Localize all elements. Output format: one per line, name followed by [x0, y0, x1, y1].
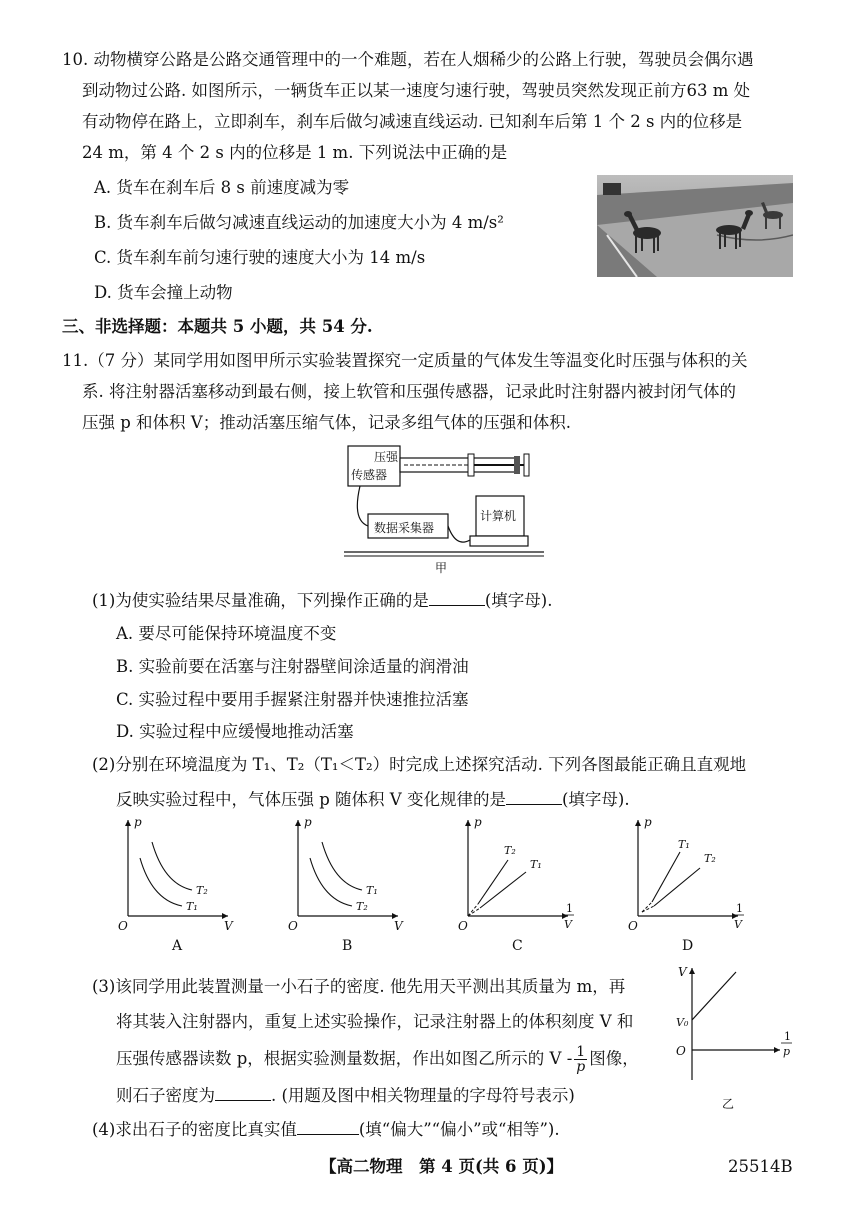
graph-c-t1: T₁ [530, 858, 542, 871]
q10-option-c: C. 货车刹车前匀速行驶的速度大小为 14 m/s [94, 248, 426, 267]
graph-a [118, 815, 234, 954]
answer-blank-4[interactable] [297, 1118, 359, 1135]
q11-part-2-line-2-a: 反映实验过程中，气体压强 p 随体积 V 变化规律的是 [116, 790, 506, 809]
q10-option-b: B. 货车刹车后做匀减速直线运动的加速度大小为 4 m/s² [94, 213, 504, 232]
q11-part-1-option-b: B. 实验前要在活塞与注射器壁间涂适量的润滑油 [116, 657, 469, 676]
inline-fraction-num: 1 [576, 1044, 586, 1060]
graph-c-origin: O [458, 919, 468, 933]
graph-b-axis-p: p [304, 815, 312, 829]
q10-line-1: 10. 动物横穿公路是公路交通管理中的一个难题，若在人烟稀少的公路上行驶，驾驶员会偶尔遇 [62, 50, 754, 69]
page-footer: 【高二物理 第 4 页(共 6 页)】 [320, 1157, 564, 1176]
q11-part-2-line-1: (2)分别在环境温度为 T₁、T₂（T₁＜T₂）时完成上述探究活动. 下列各图最能正确且直观地 [92, 755, 747, 774]
graph-b-label: B [342, 938, 353, 954]
collector-label: 数据采集器 [374, 521, 435, 535]
figure-yi-inv-num: 1 [784, 1030, 791, 1043]
q11-part-3-line-2: 将其装入注射器内，重复上述实验操作，记录注射器上的体积刻度 V 和 [116, 1012, 634, 1031]
computer-label: 计算机 [480, 509, 517, 523]
graph-a-origin: O [118, 919, 128, 933]
figure-jia-caption: 甲 [435, 561, 448, 575]
figure-yi-inv-den: p [783, 1045, 791, 1058]
graph-a-label: A [172, 938, 183, 954]
q11-part-1-stem-b: (填字母). [484, 591, 553, 610]
q11-part-3-line-4-a: 则石子密度为 [116, 1086, 215, 1105]
q10-line-4: 24 m，第 4 个 2 s 内的位移是 1 m. 下列说法中正确的是 [82, 143, 508, 162]
q11-part-4 [92, 1118, 560, 1140]
graph-b-t1: T₁ [366, 884, 378, 897]
q11-line-2: 系. 将注射器活塞移动到最右侧，接上软管和压强传感器，记录此时注射器内被封闭气体的 [82, 382, 736, 401]
q11-part-1-option-c: C. 实验过程中要用手握紧注射器并快速推拉活塞 [116, 690, 469, 709]
section-3-heading: 三、非选择题：本题共 5 小题，共 54 分. [62, 317, 373, 336]
apparatus-figure [338, 440, 548, 576]
figure-yi [668, 960, 798, 1110]
q11-part-1-option-a: A. 要尽可能保持环境温度不变 [116, 624, 337, 643]
figure-yi-caption: 乙 [722, 1097, 735, 1110]
graph-c-t2: T₂ [504, 844, 516, 857]
q10-line-2: 到动物过公路. 如图所示，一辆货车正以某一速度匀速行驶，驾驶员突然发现正前方63 m 处 [82, 81, 751, 100]
inline-fraction [574, 1045, 587, 1074]
graph-b-origin: O [288, 919, 298, 933]
q11-part-3-line-3-a: 压强传感器读数 p，根据实验测量数据，作出如图乙所示的 V - [116, 1049, 573, 1068]
graph-a-axis-p: p [134, 815, 142, 829]
q11-part-3-line-4 [116, 1084, 575, 1106]
graph-c-inv-num: 1 [566, 902, 573, 915]
graph-c-axis-p: p [474, 815, 482, 829]
graph-c [458, 815, 574, 954]
q11-part-4-a: (4)求出石子的密度比真实值 [92, 1120, 297, 1139]
q11-part-1-option-d: D. 实验过程中应缓慢地推动活塞 [116, 722, 354, 741]
answer-blank-2[interactable] [506, 788, 562, 805]
answer-blank-1[interactable] [429, 589, 485, 606]
q11-part-3-line-3 [116, 1045, 639, 1074]
graph-d [628, 815, 744, 954]
graph-d-t1: T₁ [678, 838, 690, 851]
q11-part-3-line-3-b: 图像， [589, 1049, 639, 1068]
q11-line-3: 压强 p 和体积 V；推动活塞压缩气体，记录多组气体的压强和体积. [82, 413, 571, 432]
graph-a-t1: T₁ [186, 900, 198, 913]
q10-option-d: D. 货车会撞上动物 [94, 283, 233, 302]
q11-part-3-line-1: (3)该同学用此装置测量一小石子的密度. 他先用天平测出其质量为 m，再 [92, 977, 626, 996]
sensor-label-1: 压强 [374, 450, 399, 464]
graph-d-inv-den: V [734, 918, 742, 931]
figure-yi-v0: V₀ [676, 1016, 689, 1029]
graph-d-t2: T₂ [704, 852, 716, 865]
graph-c-inv-den: V [564, 918, 572, 931]
graphs-row [112, 812, 792, 960]
animals-crossing-photo [597, 175, 793, 277]
inline-fraction-den: p [576, 1059, 586, 1075]
graph-d-origin: O [628, 919, 638, 933]
exam-code: 25514B [728, 1157, 793, 1176]
figure-yi-axis-v: V [678, 965, 687, 979]
q11-line-1: 11.（7 分）某同学用如图甲所示实验装置探究一定质量的气体发生等温变化时压强与体积的关 [62, 351, 748, 370]
graph-d-inv-num: 1 [736, 902, 743, 915]
graph-a-t2: T₂ [196, 884, 208, 897]
graph-a-axis-v: V [224, 919, 233, 933]
q11-part-3-line-4-b: . (用题及图中相关物理量的字母符号表示) [271, 1086, 575, 1105]
graph-d-axis-p: p [644, 815, 652, 829]
q10-option-a: A. 货车在刹车后 8 s 前速度减为零 [94, 178, 350, 197]
q11-part-4-b: (填“偏大”“偏小”或“相等”). [358, 1120, 560, 1139]
sensor-label-2: 传感器 [351, 468, 388, 482]
q11-part-1-stem [92, 589, 553, 611]
graph-b-axis-v: V [394, 919, 403, 933]
graph-b-t2: T₂ [356, 900, 368, 913]
answer-blank-3[interactable] [215, 1084, 271, 1101]
figure-yi-origin: O [676, 1044, 686, 1058]
q10-line-3: 有动物停在路上，立即刹车，刹车后做匀减速直线运动. 已知刹车后第 1 个 2 s 内的位移是 [82, 112, 743, 131]
graph-b [288, 815, 404, 954]
q11-part-1-stem-a: (1)为使实验结果尽量准确，下列操作正确的是 [92, 591, 429, 610]
q11-part-2-line-2-b: (填字母). [561, 790, 630, 809]
graph-c-label: C [512, 938, 523, 954]
graph-d-label: D [682, 938, 694, 954]
q11-part-2-line-2 [116, 788, 630, 810]
